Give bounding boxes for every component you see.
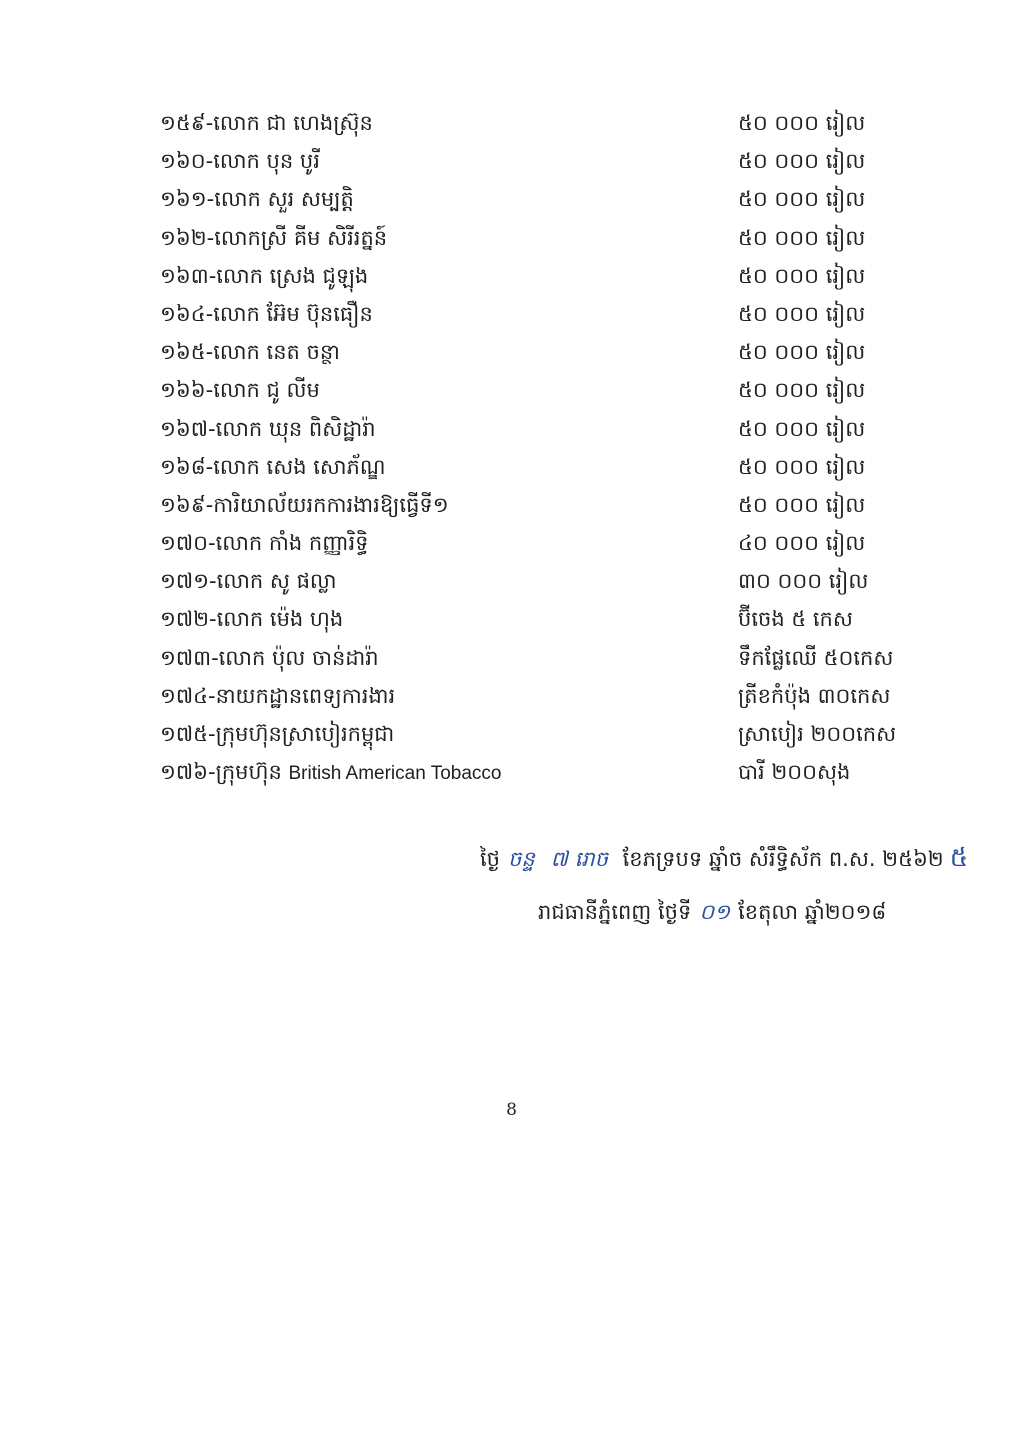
donor-row [160, 600, 940, 638]
donor-name [160, 677, 395, 715]
donor-row [160, 333, 940, 371]
place-prefix: រាជធានីភ្នំពេញ ថ្ងៃទី [538, 900, 692, 924]
donor-name [160, 562, 337, 600]
donor-name-text: ១៦៨-លោក សេង សោភ័ណ្ឌ [160, 454, 386, 479]
page-number: 8 [506, 1100, 517, 1120]
donor-row [160, 371, 940, 409]
donor-name [160, 219, 387, 257]
handwritten-solar-day: ០១ [699, 900, 731, 924]
solar-rest: ខែតុលា ឆ្នាំ២០១៨ [738, 900, 887, 924]
donor-name [160, 715, 394, 753]
donor-name-text: ១៧៤-នាយកដ្ឋានពេទ្យការងារ [160, 683, 396, 708]
donor-amount: ៣០ ០០០ រៀល [738, 569, 869, 594]
donor-row [160, 715, 940, 753]
donor-name-text: ១៦៦-លោក ជូ លីម [160, 378, 320, 403]
donor-name-text: ១៦៤-លោក អ៊ែម ប៊ុនធឿន [160, 301, 373, 326]
donor-amount: ត្រីខកំប៉ុង ៣០កេស [738, 683, 891, 708]
donor-name [160, 600, 343, 638]
donor-amount: ៥០ ០០០ រៀល [738, 454, 866, 479]
donor-row [160, 448, 940, 486]
donor-row [160, 562, 940, 600]
donor-name [160, 486, 449, 524]
donor-row [160, 524, 940, 562]
lunar-date-line [480, 840, 968, 877]
donor-amount: ៥០ ០០០ រៀល [738, 225, 866, 250]
donor-name-text: ១៦៧-លោក ឃុន ពិសិដ្ឋារ៉ា [160, 416, 376, 441]
donor-amount: ៥០ ០០០ រៀល [738, 416, 866, 441]
donor-name-text: ១៧២-លោក ម៉េង ហុង [160, 607, 344, 632]
donor-row [160, 219, 940, 257]
donor-amount: ស្រាបៀរ ២០០កេស [738, 722, 897, 746]
donor-row [160, 180, 940, 218]
donor-amount: ៥០ ០០០ រៀល [738, 340, 866, 365]
donor-amount: ៥០ ០០០ រៀល [738, 149, 866, 174]
donor-name [160, 104, 373, 142]
donor-name [160, 295, 373, 333]
donor-amount: ៥០ ០០០ រៀល [738, 301, 866, 326]
donor-name-text: ១៦១-លោក សួរ សម្បត្តិ [160, 187, 354, 212]
donor-name-text: ១៧៦-ក្រុមហ៊ុន [160, 760, 282, 785]
donor-row [160, 677, 940, 715]
donor-amount: ៥០ ០០០ រៀល [738, 263, 866, 288]
donor-name-text: ១៦៩-ការិយាល័យរកការងារឱ្យធ្វើទី១ [160, 492, 449, 517]
donor-amount: ៥០ ០០០ រៀល [738, 187, 866, 212]
donor-amount: ៥០ ០០០ រៀល [738, 378, 866, 403]
donor-row [160, 639, 940, 677]
donor-name-latin: British American Tobacco [288, 763, 502, 785]
lunar-prefix: ថ្ងៃ [480, 847, 500, 871]
donor-name [160, 257, 368, 295]
donor-name-text: ១៧០-លោក កាំង កញ្ញារិទ្ធិ [160, 531, 369, 556]
donor-name [160, 142, 320, 180]
donor-name-text: ១៦៣-លោក ស្រេង ជូឡុង [160, 263, 369, 288]
donor-name-text: ១៧៥-ក្រុមហ៊ុនស្រាបៀរកម្ពុជា [160, 722, 395, 746]
donor-name [160, 753, 501, 793]
donor-amount: ៥០ ០០០ រៀល [738, 111, 866, 135]
donor-amount: ប៊ីចេង ៥ កេស [738, 607, 853, 632]
place-date-line [538, 894, 886, 930]
donor-name [160, 448, 386, 486]
handwritten-mark: ៥ [949, 843, 969, 873]
donor-row [160, 753, 940, 791]
donor-name [160, 333, 340, 371]
donor-name-text: ១៧១-លោក សូ ផល្លា [160, 569, 337, 594]
donor-amount: ៤០ ០០០ រៀល [738, 531, 866, 556]
donor-row [160, 410, 940, 448]
donor-name-text: ១៦០-លោក បុន បូរី [160, 149, 320, 174]
donor-name [160, 410, 376, 448]
donor-row [160, 104, 940, 142]
donor-amount: ទឹកផ្លែឈើ ៥០កេស [738, 645, 894, 670]
donor-list [160, 104, 940, 791]
donor-row [160, 142, 940, 180]
donor-name [160, 524, 368, 562]
donor-amount: បារី ២០០សុង [738, 760, 851, 785]
donor-row [160, 257, 940, 295]
lunar-rest: ខែភទ្របទ ឆ្នាំច សំរឹទ្ធិស័ក ព.ស. ២៥៦២ [622, 847, 944, 871]
donor-name [160, 639, 379, 677]
donor-row [160, 295, 940, 333]
donor-name-text: ១៦២-លោកស្រី គីម សិរីរត្នន៍ [160, 225, 388, 250]
donor-name-text: ១៦៥-លោក នេត ចន្ថា [160, 340, 340, 365]
donor-name [160, 180, 354, 218]
donor-row [160, 486, 940, 524]
donor-name-text: ១៥៩-លោក ជា ហេងស្រ៊ុន [160, 111, 373, 135]
donor-name-text: ១៧៣-លោក ប៉ុល ចាន់ដារ៉ា [160, 645, 379, 670]
handwritten-weekday: ចន្ទ [508, 847, 535, 871]
donor-amount: ៥០ ០០០ រៀល [738, 492, 866, 517]
handwritten-lunar-day: ៧ រោច [550, 847, 608, 871]
donor-name [160, 371, 320, 409]
